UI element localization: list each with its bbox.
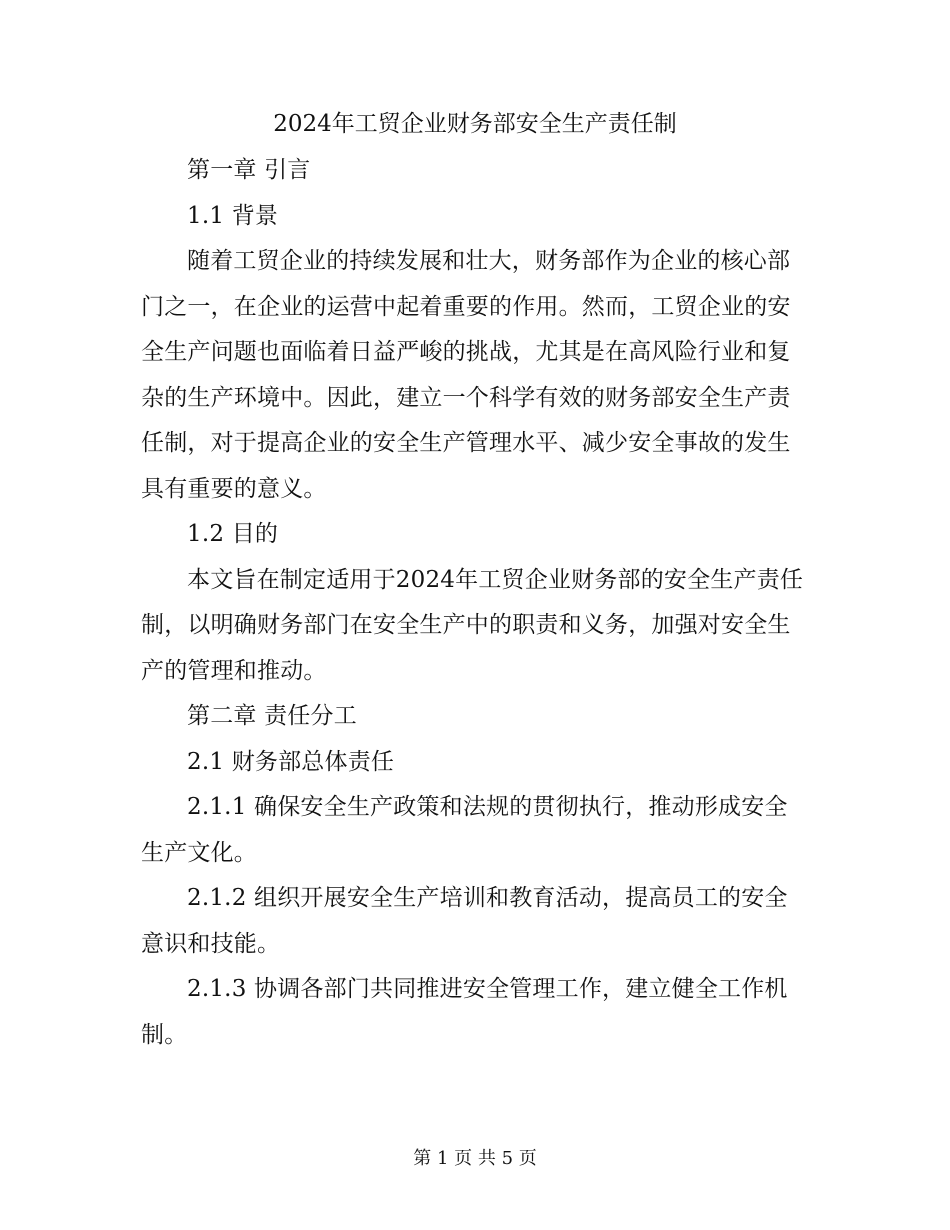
chapter-heading: 第一章 引言 [187, 157, 311, 183]
page-number-footer: 第 1 页 共 5 页 [413, 1148, 537, 1169]
section-heading: 1.1 背景 [187, 202, 279, 229]
body-paragraph: 本文旨在制定适用于2024年工贸企业财务部的安全生产责任制，以明确财务部门在安全生产中的职责和义务，加强对安全生产的管理和推动。 [141, 566, 804, 684]
list-item: 2.1.3 协调各部门共同推进安全管理工作，建立健全工作机制。 [141, 976, 788, 1048]
section-heading: 1.2 目的 [187, 521, 279, 547]
chapter-heading: 第二章 责任分工 [187, 703, 357, 729]
document-title: 2024年工贸企业财务部安全生产责任制 [273, 111, 677, 137]
body-paragraph: 随着工贸企业的持续发展和壮大，财务部作为企业的核心部门之一，在企业的运营中起着重要的作用。然而，工贸企业的安全生产问题也面临着日益严峻的挑战，尤其是在高风险行业和复杂的生产环境中。因此，建立一个科学有效的财务部安全生产责任制，对于提高企业的安全生产管理水平、减少安全事故的发生具有重要的意义。 [141, 248, 791, 502]
list-item: 2.1.1 确保安全生产政策和法规的贯彻执行，推动形成安全生产文化。 [141, 794, 788, 866]
document-body [141, 148, 805, 1058]
list-item: 2.1.2 组织开展安全生产培训和教育活动，提高员工的安全意识和技能。 [141, 885, 788, 957]
section-heading: 2.1 财务部总体责任 [187, 748, 395, 775]
